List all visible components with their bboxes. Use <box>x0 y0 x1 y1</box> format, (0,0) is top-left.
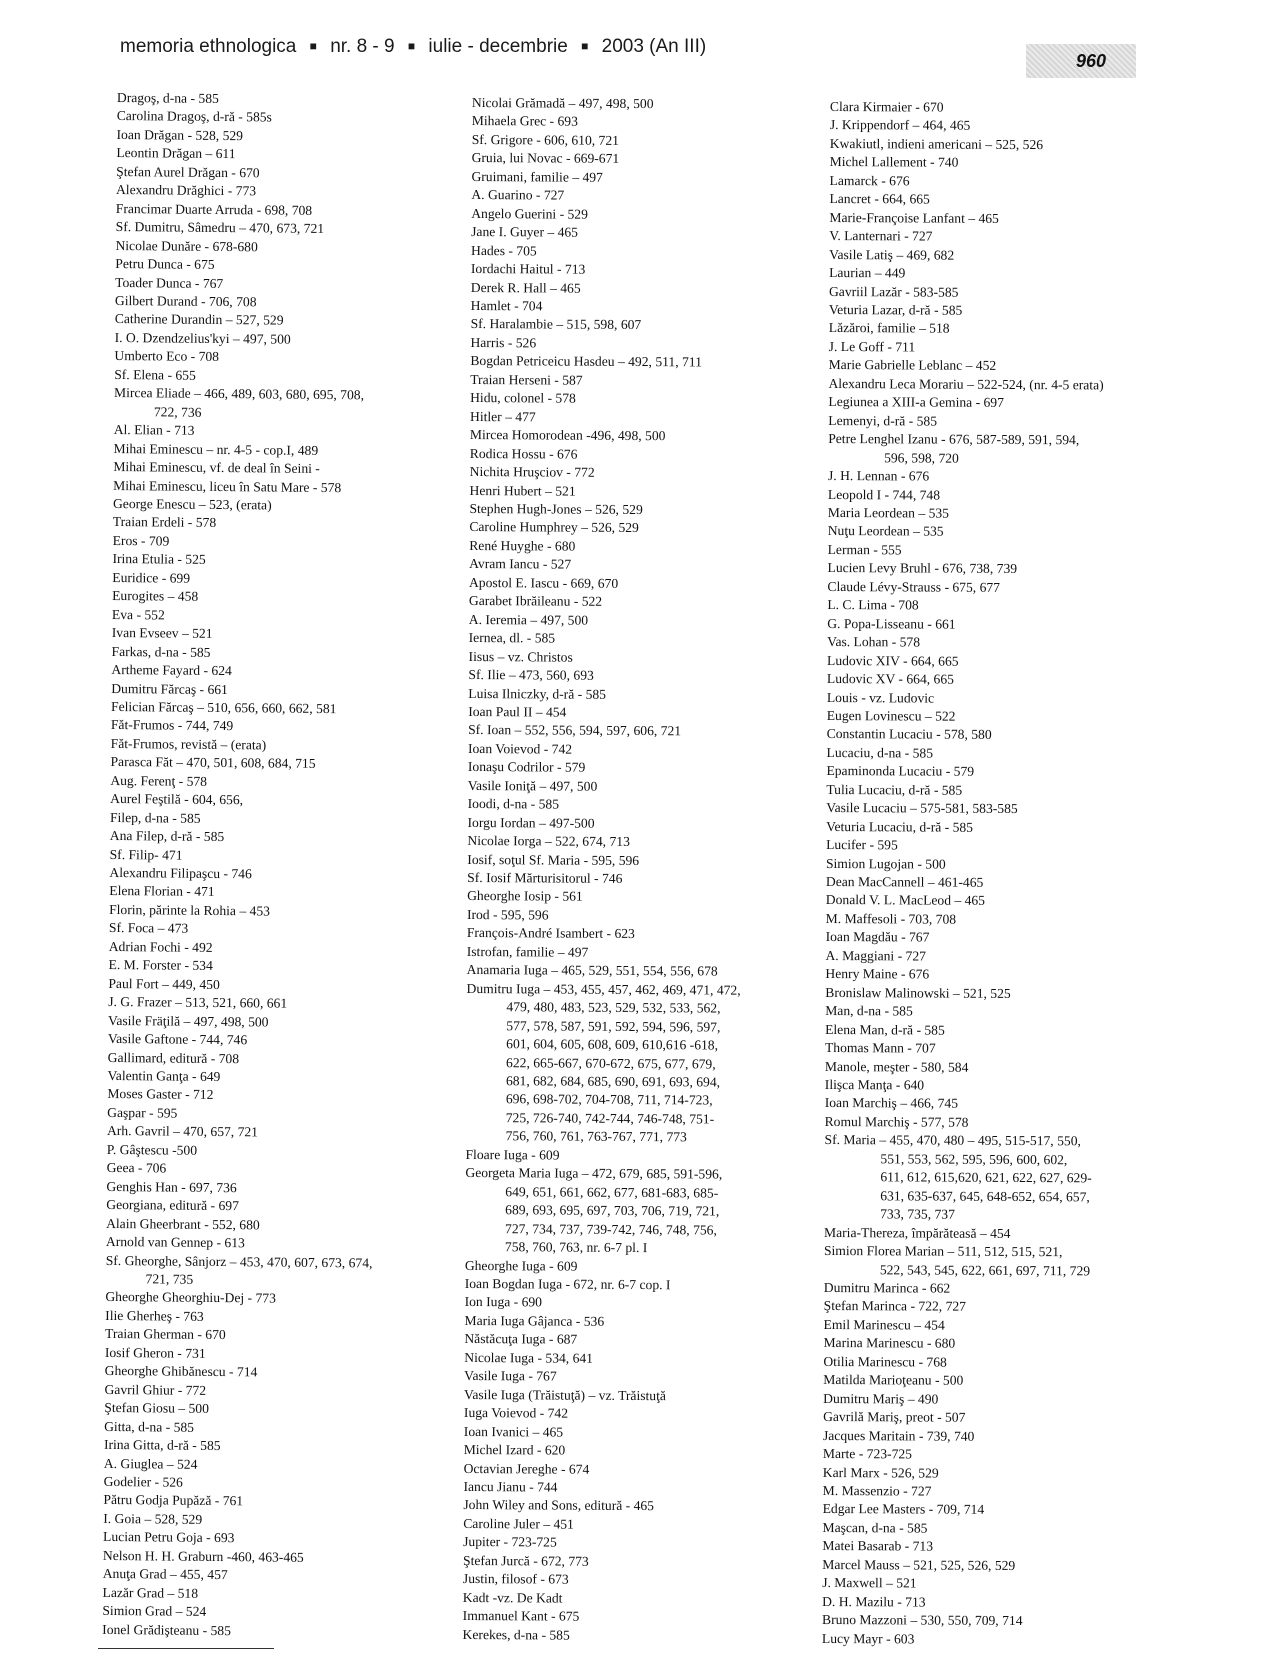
index-entry: I. O. Dzendzelius'kyi – 497, 500 <box>114 329 291 347</box>
index-entry: A. Giuglea – 524 <box>103 1455 198 1472</box>
index-entry: Petre Lenghel Izanu - 676, 587-589, 591, 594, <box>828 431 1080 448</box>
index-entry: Sf. Dumitru, Sâmedru – 470, 673, 721 <box>115 219 325 237</box>
index-entry: Arh. Gavril – 470, 657, 721 <box>106 1123 259 1140</box>
index-entry: J. Le Goff - 711 <box>828 338 916 355</box>
index-entry-continuation: 577, 578, 587, 591, 592, 594, 596, 597, <box>506 1017 721 1035</box>
index-entry: Ludovic XV - 664, 665 <box>826 671 954 687</box>
index-entry-continuation: 649, 651, 661, 662, 677, 681-683, 685- <box>505 1183 719 1201</box>
index-entry: Iuga Voievod - 742 <box>463 1405 569 1421</box>
running-header <box>120 36 706 58</box>
index-entry: Sf. Maria – 455, 470, 480 – 495, 515-517, 550, <box>824 1132 1081 1149</box>
index-entry: Floare Iuga - 609 <box>465 1146 560 1163</box>
index-entry: Simion Lugojan - 500 <box>825 855 946 872</box>
index-entry: Maria-Thereza, împărăteasă – 454 <box>824 1224 1011 1241</box>
index-entry: Irina Etulia - 525 <box>112 551 206 568</box>
separator-square: ■ <box>309 39 317 53</box>
index-entry: Iorgu Iordan – 497-500 <box>467 814 595 831</box>
index-entry: George Enescu – 523, (erata) <box>112 495 272 513</box>
index-entry: A. Maggiani - 727 <box>825 947 926 964</box>
index-entry: Lucy Mayr - 603 <box>821 1630 915 1647</box>
index-entry: Vas. Lohan - 578 <box>827 634 921 650</box>
index-entry: Godelier - 526 <box>103 1473 183 1490</box>
index-entry: Năstăcuţa Iuga - 687 <box>464 1331 578 1348</box>
index-entry: Simion Grad – 524 <box>102 1603 207 1620</box>
index-entry: Marina Marinescu - 680 <box>823 1335 956 1352</box>
index-entry: Ştefan Giosu – 500 <box>104 1400 210 1417</box>
index-entry: E. M. Forster - 534 <box>108 957 213 974</box>
index-entry: John Wiley and Sons, editură - 465 <box>463 1497 655 1514</box>
index-entry: Nicolae Dunăre - 678-680 <box>115 237 258 254</box>
index-entry: Mihai Eminescu, vf. de deal în Seini - <box>113 459 320 477</box>
index-entry: Maria Leordean – 535 <box>827 504 950 521</box>
index-entry: Gavriil Lazăr - 583-585 <box>828 283 959 300</box>
index-entry: Dumitru Iuga – 453, 455, 457, 462, 469, 471, 472, <box>466 980 741 998</box>
index-entry: Mihai Eminescu – nr. 4-5 - cop.I, 489 <box>113 440 319 458</box>
index-entry: Derek R. Hall – 465 <box>470 279 581 296</box>
index-entry-continuation: 725, 726-740, 742-744, 746-748, 751- <box>505 1110 715 1127</box>
index-entry: Alain Gheerbrant - 552, 680 <box>106 1215 260 1233</box>
index-entry: Jacques Maritain - 739, 740 <box>822 1427 975 1444</box>
index-entry: Dumitru Marinca - 662 <box>823 1279 951 1296</box>
index-entry: Anamaria Iuga – 465, 529, 551, 554, 556, 678 <box>466 962 718 979</box>
index-entry: Claude Lévy-Strauss - 675, 677 <box>827 578 1001 595</box>
index-entry: Ioan Magdău - 767 <box>825 929 930 945</box>
index-entry: Matei Basarab - 713 <box>822 1538 934 1554</box>
index-entry: Dean MacCannell – 461-465 <box>825 874 984 890</box>
index-entry: Eva - 552 <box>111 606 165 623</box>
index-entry: Traian Herseni - 587 <box>470 371 583 388</box>
index-entry: Alexandru Filipaşcu - 746 <box>109 864 252 882</box>
index-entry: Lucian Petru Goja - 693 <box>103 1529 235 1546</box>
index-entry: Dragoş, d-na - 585 <box>116 89 219 106</box>
index-entry: Nicolae Iorga – 522, 674, 713 <box>467 833 630 850</box>
index-entry: Paul Fort – 449, 450 <box>108 975 220 992</box>
index-entry: Ştefan Aurel Drăgan - 670 <box>116 163 260 181</box>
issue-number: nr. 8 - 9 <box>330 36 395 57</box>
index-entry: Mihaela Grec - 693 <box>471 113 578 130</box>
index-entry: Sf. Haralambie – 515, 598, 607 <box>470 316 642 333</box>
index-entry-continuation: 631, 635-637, 645, 648-652, 654, 657, <box>880 1188 1090 1205</box>
index-entry: Edgar Lee Masters - 709, 714 <box>822 1501 985 1518</box>
index-entry: Nuţu Leordean – 535 <box>827 523 944 540</box>
index-entry: Vasile Iuga (Trăistuţă) – vz. Trăistuţă <box>464 1386 666 1403</box>
index-entry: Sf. Gheorghe, Sânjorz – 453, 470, 607, 673, 674, <box>105 1252 373 1271</box>
index-entry: Nelson H. H. Graburn -460, 463-465 <box>102 1547 304 1565</box>
index-entry: Henri Hubert – 521 <box>469 482 576 499</box>
index-entry: Aug. Ferenţ - 578 <box>110 772 208 789</box>
index-entry: Mircea Homorodean -496, 498, 500 <box>469 427 666 444</box>
index-entry: Istrofan, familie – 497 <box>466 943 589 960</box>
index-entry: Vasile Ioniţă – 497, 500 <box>467 777 598 794</box>
index-entry: Man, d-na - 585 <box>825 1003 913 1019</box>
index-entry: J. G. Frazer – 513, 521, 660, 661 <box>108 994 288 1011</box>
index-entry: J. Krippendorf – 464, 465 <box>829 117 971 134</box>
index-entry: Alexandru Leca Morariu – 522-524, (nr. 4-5 erata) <box>828 375 1104 393</box>
index-entry: Lucaciu, d-na - 585 <box>826 744 934 761</box>
index-entry: Luisa Ilniczky, d-ră - 585 <box>468 685 607 702</box>
index-entry: Eros - 709 <box>112 532 170 549</box>
index-entry: Hades - 705 <box>471 242 537 259</box>
index-entry: Sf. Ioan – 552, 556, 594, 597, 606, 721 <box>468 722 682 739</box>
index-entry: A. Guarino - 727 <box>471 187 565 203</box>
index-entry: Manole, meşter - 580, 584 <box>824 1058 969 1075</box>
index-entry: Aurel Feştilă - 604, 656, <box>110 791 244 808</box>
index-entry: Elena Florian - 471 <box>109 883 215 900</box>
index-entry: Harris - 526 <box>470 334 537 351</box>
index-entry: Lerman - 555 <box>827 541 902 558</box>
index-entry: Karl Marx - 526, 529 <box>822 1464 939 1481</box>
index-entry: Lăzăroi, familie – 518 <box>828 320 950 337</box>
index-entry: Kerekes, d-na - 585 <box>462 1626 570 1643</box>
index-entry: Legiunea a XIII-a Gemina - 697 <box>828 394 1004 411</box>
index-entry: Sf. Grigore - 606, 610, 721 <box>471 131 620 148</box>
index-entry: Bogdan Petriceicu Hasdeu – 492, 511, 711 <box>470 353 702 370</box>
index-entry: Francimar Duarte Arruda - 698, 708 <box>115 200 313 218</box>
index-entry: Caroline Humphrey – 526, 529 <box>469 519 639 536</box>
index-entry: Hidu, colonel - 578 <box>470 390 576 406</box>
index-entry: V. Lanternari - 727 <box>829 228 933 244</box>
index-entry: J. H. Lennan - 676 <box>827 468 930 484</box>
index-entry: Marie-Françoise Lanfant – 465 <box>829 209 999 226</box>
index-entry: Simion Florea Marian – 511, 512, 515, 521, <box>823 1243 1063 1260</box>
index-entry: J. Maxwell – 521 <box>822 1575 917 1591</box>
index-entry: Nicolai Grămadă – 497, 498, 500 <box>471 94 654 112</box>
journal-title: memoria ethnologica <box>120 36 297 57</box>
index-entry: Ivan Evseev – 521 <box>111 625 213 642</box>
index-entry: Laurian – 449 <box>829 265 906 281</box>
index-entry: Thomas Mann - 707 <box>824 1040 936 1056</box>
index-entry: Rodica Hossu - 676 <box>469 445 578 462</box>
index-entry: Traian Gherman - 670 <box>104 1326 226 1343</box>
index-entry: Catherine Durandin – 527, 529 <box>114 311 284 329</box>
index-entry: Dumitru Fărcaş - 661 <box>111 680 228 697</box>
index-entry: Ioan Ivanici – 465 <box>463 1423 564 1440</box>
index-entry: Gitta, d-na - 585 <box>104 1418 195 1435</box>
index-entry: Ilişca Manţa - 640 <box>824 1077 925 1093</box>
index-entry: Ioodi, d-na - 585 <box>467 796 560 812</box>
index-entry: Lucifer - 595 <box>826 837 898 853</box>
index-entry: Dumitru Mariş – 490 <box>823 1390 939 1407</box>
index-entry-continuation: 596, 598, 720 <box>884 449 959 466</box>
index-entry: Gallimard, editură - 708 <box>107 1049 240 1066</box>
index-entry: Mircea Eliade – 466, 489, 603, 680, 695, 708, <box>114 385 365 403</box>
index-entry: Genghis Han - 697, 736 <box>106 1178 237 1195</box>
index-entry: Michel Izard - 620 <box>463 1442 566 1458</box>
index-entry: Ioan Marchiş – 466, 745 <box>824 1095 959 1112</box>
index-entry: Marcel Mauss – 521, 525, 526, 529 <box>822 1556 1016 1573</box>
index-entry: Iosif, soţul Sf. Maria - 595, 596 <box>467 851 640 868</box>
footnote-rule <box>98 1648 274 1649</box>
index-entry: Geea - 706 <box>106 1160 167 1176</box>
index-entry: Valentin Ganţa - 649 <box>107 1067 221 1085</box>
separator-square: ■ <box>581 39 589 53</box>
index-entry: Bruno Mazzoni – 530, 550, 709, 714 <box>821 1612 1023 1629</box>
index-column-3 <box>822 98 1210 1650</box>
index-entry: Iosif Gheron - 731 <box>104 1344 206 1361</box>
index-entry-continuation: 681, 682, 684, 685, 690, 691, 693, 694, <box>505 1073 721 1090</box>
index-entry: Farkas, d-na - 585 <box>111 643 211 660</box>
index-entry: Irod - 595, 596 <box>466 906 549 923</box>
index-entry-continuation: 722, 736 <box>153 404 202 420</box>
index-entry-continuation: 522, 543, 545, 622, 661, 697, 711, 729 <box>879 1261 1091 1278</box>
index-entry: Iernea, dl. - 585 <box>468 630 556 646</box>
index-entry: Gheorghe Gheorghiu-Dej - 773 <box>105 1289 276 1307</box>
index-entry: Pătru Godja Pupăză - 761 <box>103 1492 244 1509</box>
index-entry: Vasile Lucaciu – 575-581, 583-585 <box>826 800 1018 817</box>
index-entry: François-André Isambert - 623 <box>466 925 635 942</box>
index-entry: Kadt -vz. De Kadt <box>462 1589 563 1606</box>
index-entry: Euridice - 699 <box>112 569 191 586</box>
index-entry: Parasca Făt – 470, 501, 608, 684, 715 <box>110 754 316 772</box>
index-entry: Leontin Drăgan – 611 <box>116 145 236 162</box>
index-entry: Ştefan Marinca - 722, 727 <box>823 1298 967 1315</box>
index-entry: Iordachi Haitul - 713 <box>470 261 586 277</box>
index-entry: Sf. Ilie – 473, 560, 693 <box>468 667 594 683</box>
index-entry: Ion Iuga - 690 <box>464 1294 543 1310</box>
index-entry: Gavril Ghiur - 772 <box>104 1381 207 1398</box>
index-entry: Moses Gaster - 712 <box>107 1086 214 1103</box>
index-entry: Lucien Levy Bruhl - 676, 738, 739 <box>827 560 1018 577</box>
index-entry: Gavrilă Mariş, preot - 507 <box>823 1409 966 1425</box>
index-entry: Veturia Lazar, d-ră - 585 <box>828 301 963 318</box>
index-entry: Ioan Bogdan Iuga - 672, nr. 6-7 cop. I <box>464 1275 671 1293</box>
index-entry: Sf. Elena - 655 <box>114 366 196 383</box>
index-entry: Gruimani, familie – 497 <box>471 168 603 185</box>
index-column-2 <box>463 94 822 1646</box>
page-number: 960 <box>1026 44 1136 78</box>
index-entry: Gheorghe Iuga - 609 <box>464 1257 578 1274</box>
index-entry: Alexandru Drăghici - 773 <box>115 182 257 199</box>
index-entry: Vasile Latiş – 469, 682 <box>829 246 955 263</box>
index-entry: Ludovic XIV - 664, 665 <box>827 652 959 669</box>
index-entry: Mihai Eminescu, liceu în Satu Mare - 578 <box>113 477 342 495</box>
index-entry: Emil Marinescu – 454 <box>823 1316 945 1333</box>
index-entry: Apostol E. Iascu - 669, 670 <box>468 574 619 591</box>
index-entry-continuation: 689, 693, 695, 697, 703, 706, 719, 721, <box>505 1202 720 1219</box>
index-entry: Nicolae Iuga - 534, 641 <box>464 1349 594 1366</box>
index-entry-continuation: 727, 734, 737, 739-742, 746, 748, 756, <box>505 1220 717 1238</box>
index-entry: Lazăr Grad – 518 <box>102 1584 199 1601</box>
index-entry: Umberto Eco - 708 <box>114 348 220 365</box>
index-entry: Făt-Frumos - 744, 749 <box>110 717 234 734</box>
index-entry: Gilbert Durand - 706, 708 <box>114 292 257 310</box>
index-entry: Ionel Grădişteanu - 585 <box>102 1621 232 1638</box>
index-entry: Hamlet - 704 <box>470 297 543 314</box>
index-entry: L. C. Lima - 708 <box>827 597 919 613</box>
index-entry: Făt-Frumos, revistă – (erata) <box>110 735 267 753</box>
index-entry: Gheorghe Iosip - 561 <box>467 888 583 905</box>
index-entry: Otilia Marinescu - 768 <box>823 1353 947 1370</box>
index-entry: Elena Man, d-ră - 585 <box>825 1021 945 1038</box>
index-entry: Ioan Paul II – 454 <box>468 703 567 720</box>
index-entry: Octavian Jereghe - 674 <box>463 1460 590 1477</box>
index-entry: Romul Marchiş - 577, 578 <box>824 1113 969 1130</box>
index-entry: Al. Elian - 713 <box>113 422 195 438</box>
index-entry: Constantin Lucaciu - 578, 580 <box>826 726 992 743</box>
index-entry: Maria Iuga Gâjanca - 536 <box>464 1312 605 1329</box>
index-entry: Artheme Fayard - 624 <box>111 662 232 679</box>
index-entry: Ioan Drăgan - 528, 529 <box>116 126 244 144</box>
index-entry: Clara Kirmaier - 670 <box>829 98 944 115</box>
index-entry: Vasile Iuga - 767 <box>464 1368 557 1384</box>
index-entry: Gheorghe Ghibănescu - 714 <box>104 1363 258 1380</box>
index-entry: Georgiana, editură - 697 <box>106 1197 239 1214</box>
index-entry-continuation: 721, 735 <box>145 1271 194 1287</box>
index-entry-continuation: 601, 604, 605, 608, 609, 610,616 -618, <box>506 1036 719 1053</box>
index-entry: Adrian Fochi - 492 <box>108 938 213 955</box>
index-entry: Maşcan, d-na - 585 <box>822 1519 928 1536</box>
index-entry: A. Ieremia – 497, 500 <box>468 611 589 628</box>
index-entry: Ana Filep, d-ră - 585 <box>109 828 225 845</box>
index-entry: Lemenyi, d-ră - 585 <box>828 412 938 429</box>
index-entry: I. Goia – 528, 529 <box>103 1510 203 1527</box>
index-entry: Sf. Foca – 473 <box>108 920 189 937</box>
index-entry: Matilda Marioţeanu - 500 <box>823 1372 964 1388</box>
index-entry: P. Gâştescu -500 <box>106 1141 198 1158</box>
index-entry: Sf. Iosif Mărturisitorul - 746 <box>467 870 623 886</box>
index-entry: Carolina Dragoş, d-ră - 585s <box>116 108 272 125</box>
index-entry: Donald V. L. MacLeod – 465 <box>825 892 986 909</box>
index-entry-continuation: 758, 760, 763, nr. 6-7 pl. I <box>504 1239 648 1256</box>
index-entry: Kwakiutl, indieni americani – 525, 526 <box>829 135 1044 153</box>
index-entry: Marie Gabrielle Leblanc – 452 <box>828 357 997 374</box>
index-entry: Garabet Ibrăileanu - 522 <box>468 593 603 610</box>
index-entry: Florin, părinte la Rohia – 453 <box>109 901 271 919</box>
index-entry: Ştefan Jurcă - 672, 773 <box>462 1552 589 1569</box>
index-entry: Caroline Juler – 451 <box>463 1515 574 1532</box>
index-entry: Arnold van Gennep - 613 <box>105 1234 245 1251</box>
index-entry: Jane I. Guyer – 465 <box>471 224 579 240</box>
index-entry: D. H. Mazilu - 713 <box>822 1593 926 1610</box>
index-entry: Ioan Voievod - 742 <box>467 740 573 757</box>
index-entry-continuation: 611, 612, 615,620, 621, 622, 627, 629- <box>880 1169 1092 1186</box>
index-entry: Iancu Jianu - 744 <box>463 1478 558 1495</box>
index-entry: G. Popa-Lisseanu - 661 <box>827 615 956 632</box>
index-entry: Stephen Hugh-Jones – 526, 529 <box>469 500 643 518</box>
index-entry: Ilie Gherheş - 763 <box>105 1307 204 1324</box>
index-entry-continuation: 733, 735, 737 <box>880 1206 955 1222</box>
index-entry: Vasile Gaftone - 744, 746 <box>107 1031 248 1048</box>
index-entry: Avram Iancu - 527 <box>469 556 572 572</box>
index-entry: Michel Lallement - 740 <box>829 154 959 171</box>
index-entry-continuation: 479, 480, 483, 523, 529, 532, 533, 562, <box>506 999 721 1016</box>
index-entry: Gaşpar - 595 <box>107 1104 178 1121</box>
index-entry: Eurogites – 458 <box>112 588 199 605</box>
index-column-1 <box>102 89 467 1642</box>
index-entry: Filep, d-na - 585 <box>109 809 201 826</box>
index-entry: Irina Gitta, d-ră - 585 <box>103 1437 221 1454</box>
index-entry: Traian Erdeli - 578 <box>112 514 217 531</box>
index-entry: Leopold I - 744, 748 <box>827 486 941 503</box>
index-entry: Bronislaw Malinowski – 521, 525 <box>825 984 1011 1001</box>
index-entry-continuation: 622, 665-667, 670-672, 675, 677, 679, <box>506 1054 716 1072</box>
index-entry: Epaminonda Lucaciu - 579 <box>826 763 975 780</box>
index-entry: Petru Dunca - 675 <box>115 256 215 273</box>
index-entry: Lancret - 664, 665 <box>829 191 930 207</box>
index-entry: Lamarck - 676 <box>829 172 910 189</box>
separator-square: ■ <box>407 39 416 53</box>
index-entry: M. Massenzio - 727 <box>822 1482 932 1499</box>
index-entry: Sf. Filip- 471 <box>109 846 183 863</box>
index-entry: Ionaşu Codrilor - 579 <box>467 759 586 776</box>
issue-year: 2003 (An III) <box>601 36 707 57</box>
index-entry: Louis - vz. Ludovic <box>826 689 935 706</box>
index-entry: Nichita Hruşciov - 772 <box>469 464 595 480</box>
index-entry: Henry Maine - 676 <box>825 966 930 982</box>
index-entry: Georgeta Maria Iuga – 472, 679, 685, 591-596, <box>465 1165 723 1182</box>
index-entry: Gruia, lui Novac - 669-671 <box>471 150 620 167</box>
index-entry: Iisus – vz. Christos <box>468 648 573 665</box>
index-entry: Toader Dunca - 767 <box>115 274 224 291</box>
index-entry: René Huyghe - 680 <box>469 537 576 554</box>
index-entry: Felician Fărcaş – 510, 656, 660, 662, 581 <box>111 698 337 717</box>
index-entry: Vasile Fräţilă – 497, 498, 500 <box>107 1012 269 1030</box>
index-entry: Hitler – 477 <box>469 408 536 425</box>
index-entry-continuation: 756, 760, 761, 763-767, 771, 773 <box>505 1128 687 1145</box>
index-entry: Marte - 723-725 <box>822 1446 913 1462</box>
index-entry: Justin, filosof - 673 <box>462 1571 569 1587</box>
index-entry-continuation: 696, 698-702, 704-708, 711, 714-723, <box>505 1091 713 1108</box>
index-entry: Angelo Guerini - 529 <box>471 205 588 222</box>
index-entry: Eugen Lovinescu – 522 <box>826 707 956 724</box>
index-entry-continuation: 551, 553, 562, 595, 596, 600, 602, <box>880 1151 1068 1168</box>
index-entry: Veturia Lucaciu, d-ră - 585 <box>826 818 974 835</box>
index-entry: Jupiter - 723-725 <box>463 1534 557 1550</box>
issue-period: iulie - decembrie <box>428 36 568 57</box>
index-entry: Tulia Lucaciu, d-ră - 585 <box>826 781 963 798</box>
index-entry: Anuţa Grad – 455, 457 <box>102 1566 228 1583</box>
index-entry: Immanuel Kant - 675 <box>462 1608 580 1624</box>
index-entry: M. Maffesoli - 703, 708 <box>825 910 957 927</box>
